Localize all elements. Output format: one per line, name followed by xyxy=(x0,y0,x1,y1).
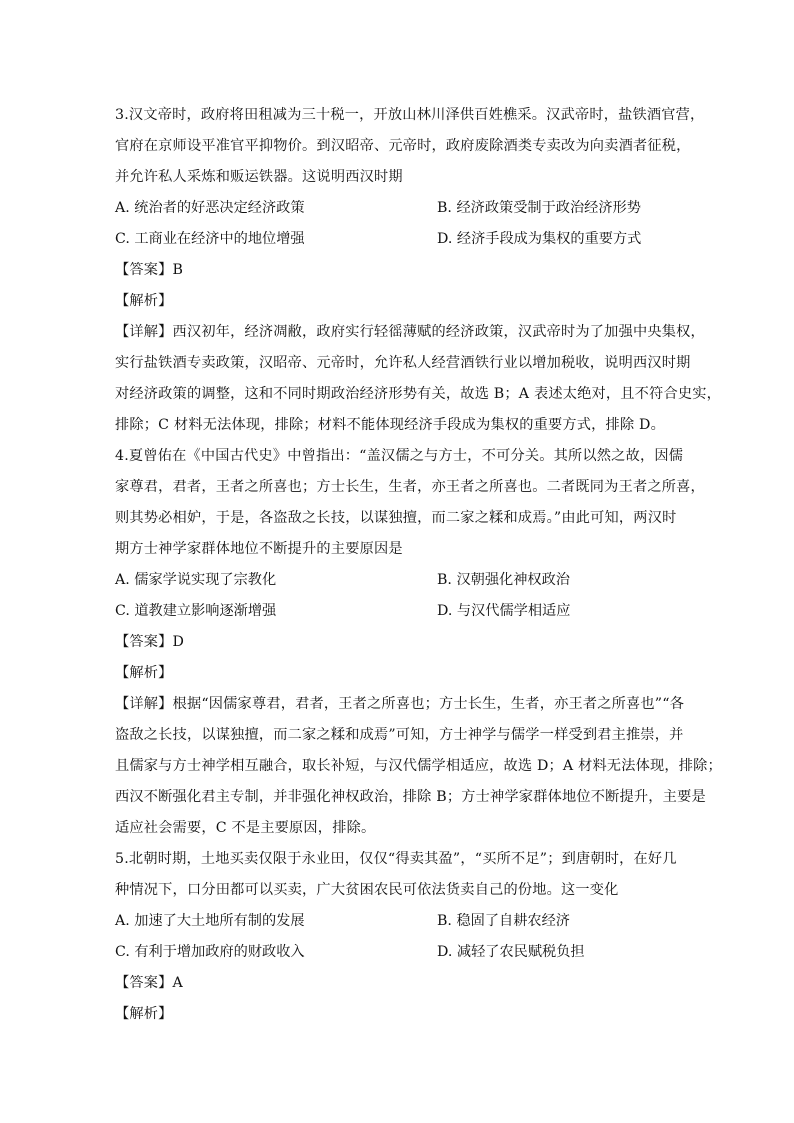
option-d: D. 减轻了农民赋税负担 xyxy=(437,944,585,960)
option-c: C. 工商业在经济中的地位增强 xyxy=(115,231,305,247)
question-stem-line: 并允许私人采炼和贩运铁器。这说明西汉时期 xyxy=(115,169,403,185)
option-a: A. 统治者的好恶决定经济政策 xyxy=(115,200,305,216)
detail-line: 排除；C 材料无法体现，排除；材料不能体现经济手段成为集权的重要方式，排除 D。 xyxy=(115,417,666,433)
question-stem-line: 3.汉文帝时，政府将田租减为三十税一，开放山林川泽供百姓樵采。汉武帝时，盐铁酒官营， xyxy=(115,107,705,123)
option-a: A. 儒家学说实现了宗教化 xyxy=(115,572,277,588)
option-c: C. 有利于增加政府的财政收入 xyxy=(115,944,305,960)
options-row xyxy=(115,565,675,596)
detail-line: 盗敌之长技，以谋独擅，而二家之糅和成焉”可知，方士神学与儒学一样受到君主推崇，并 xyxy=(115,727,684,743)
options-row xyxy=(115,906,675,937)
options-row xyxy=(115,596,675,627)
question-stem-line: 5.北朝时期，土地买卖仅限于永业田，仅仅“得卖其盈”，“买所不足”；到唐朝时，在好几 xyxy=(115,851,677,867)
question-4 xyxy=(115,441,722,844)
detail-line: 对经济政策的调整，这和不同时期政治经济形势有关，故选 B；A 表述太绝对，且不符合史实， xyxy=(115,386,721,402)
detail-line: 西汉不断强化君主专制，并非强化神权政治，排除 B；方士神学家群体地位不断提升，主要是 xyxy=(115,789,706,805)
option-b: B. 经济政策受制于政治经济形势 xyxy=(437,200,641,216)
answer-label: 【答案】B xyxy=(115,262,184,278)
answer-label: 【答案】A xyxy=(115,975,183,991)
detail-line: 适应社会需要，C 不是主要原因，排除。 xyxy=(115,820,376,836)
options-row xyxy=(115,937,675,968)
option-b: B. 汉朝强化神权政治 xyxy=(437,572,570,588)
analysis-label: 【解析】 xyxy=(115,1006,173,1022)
question-stem-line: 家尊君，君者，王者之所喜也；方士长生，生者，亦王者之所喜也。二者既同为王者之所喜， xyxy=(115,479,705,495)
option-c: C. 道教建立影响逐渐增强 xyxy=(115,603,277,619)
question-3 xyxy=(115,100,721,441)
detail-line: 且儒家与方士神学相互融合，取长补短，与汉代儒学相适应，故选 D；A 材料无法体现，排除； xyxy=(115,758,722,774)
option-a: A. 加速了大土地所有制的发展 xyxy=(115,913,305,929)
options-row xyxy=(115,193,675,224)
detail-line: 【详解】西汉初年，经济凋敝，政府实行轻徭薄赋的经济政策，汉武帝时为了加强中央集权， xyxy=(115,324,705,340)
detail-line: 实行盐铁酒专卖政策，汉昭帝、元帝时，允许私人经营酒铁行业以增加税收，说明西汉时期 xyxy=(115,355,691,371)
exam-page xyxy=(115,100,722,1030)
analysis-label: 【解析】 xyxy=(115,665,173,681)
analysis-label: 【解析】 xyxy=(115,293,173,309)
detail-line: 【详解】根据“因儒家尊君，君者，王者之所喜也；方士长生，生者，亦王者之所喜也”“各 xyxy=(115,696,685,712)
question-stem-line: 种情况下，口分田都可以买卖，广大贫困农民可依法货卖自己的份地。这一变化 xyxy=(115,882,619,898)
question-stem-line: 则其势必相妒，于是，各盗敌之长技，以谋独擅，而二家之糅和成焉。”由此可知，两汉时 xyxy=(115,510,677,526)
option-b: B. 稳固了自耕农经济 xyxy=(437,913,570,929)
options-row xyxy=(115,224,675,255)
question-stem-line: 4.夏曾佑在《中国古代史》中曾指出：“盖汉儒之与方士，不可分关。其所以然之故，因儒 xyxy=(115,448,684,464)
question-stem-line: 官府在京师设平准官平抑物价。到汉昭帝、元帝时，政府废除酒类专卖改为向卖酒者征税， xyxy=(115,138,691,154)
option-d: D. 与汉代儒学相适应 xyxy=(437,603,571,619)
question-5 xyxy=(115,844,675,1030)
question-stem-line: 期方士神学家群体地位不断提升的主要原因是 xyxy=(115,541,403,557)
option-d: D. 经济手段成为集权的重要方式 xyxy=(437,231,642,247)
answer-label: 【答案】D xyxy=(115,634,185,650)
